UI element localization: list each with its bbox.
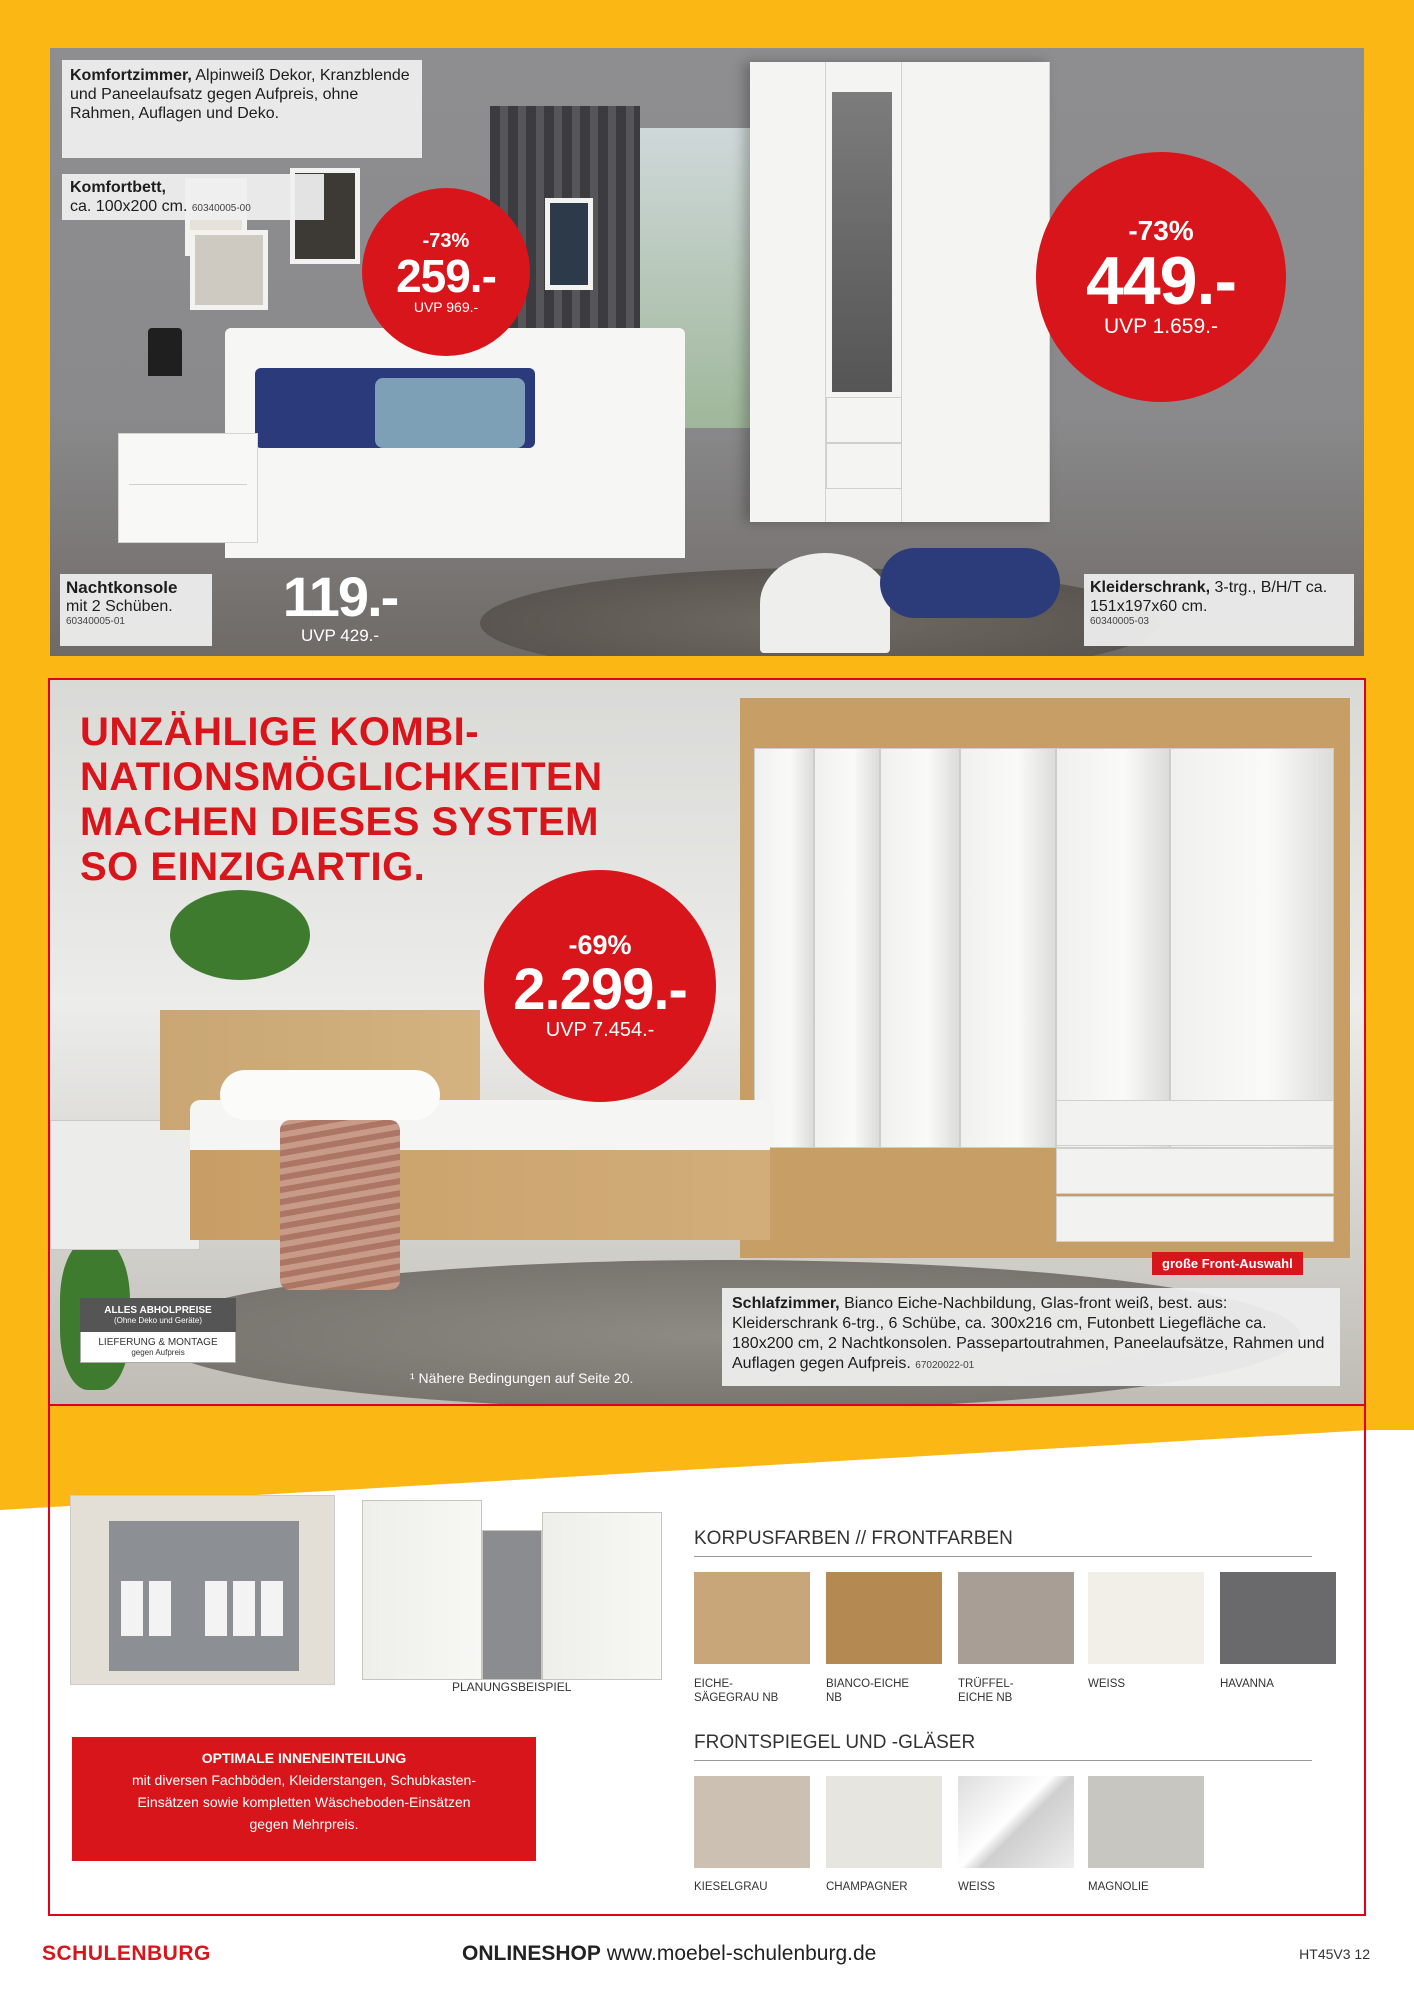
schlafzimmer-photo [48, 678, 1366, 1406]
side-table [760, 553, 890, 653]
swatch-label: HAVANNA [1220, 1678, 1274, 1690]
pickup-badge-sub: (Ohne Deko und Geräte) [113, 1316, 203, 1325]
schlafzimmer-price-badge [484, 870, 716, 1102]
swatch-label: KIESELGRAU [694, 1881, 768, 1893]
schlafzimmer-text: Bianco Eiche-Nachbildung, Glas-front weiß, best. aus: Kleiderschrank 6-trg., 6 Schübe, ca. 300x216 cm, Futonbett Liegefläche ca. 180x200 cm, 2 Nachtkonsolen. Passepartoutrahmen, Paneelaufsätze, Rahmen und Auflagen gegen Aufpreis. [732, 1295, 1325, 1372]
wardrobe-image [750, 62, 1050, 522]
onlineshop-label: ONLINESHOP [462, 1942, 601, 1965]
schlafzimmer-info [722, 1288, 1340, 1386]
planning-example-label: PLANUNGSBEISPIEL [452, 1680, 572, 1694]
korpus-colors-title: KORPUSFARBEN // FRONTFARBEN [694, 1528, 1013, 1549]
delivery-badge [80, 1332, 236, 1363]
komfortzimmer-photo [50, 48, 1364, 656]
schlafzimmer-title: Schlafzimmer, [732, 1295, 840, 1312]
price-label: 449.- [1086, 243, 1236, 319]
discount-label: -73% [1128, 215, 1194, 246]
komfortbett-text: ca. 100x200 cm. [70, 198, 188, 215]
pickup-badge-label: ALLES ABHOLPREISE [104, 1305, 212, 1316]
nachtkonsole-price [270, 565, 410, 646]
interior-info-box [72, 1737, 536, 1861]
divider [694, 1556, 1312, 1557]
footnote: ¹ Nähere Bedingungen auf Seite 20. [410, 1370, 634, 1386]
plant [170, 890, 310, 980]
price-label: 119.- [282, 565, 398, 628]
uvp-label: UVP 969.- [413, 298, 479, 315]
discount-label: -69% [568, 930, 632, 960]
swatch-label: WEISS [958, 1881, 996, 1893]
page-code: HT45V3 12 [1299, 1946, 1370, 1962]
wall-picture [545, 198, 593, 290]
service-badges [80, 1298, 236, 1363]
komfortbett-info [62, 174, 324, 220]
futon-bed-image [160, 1010, 800, 1230]
color-swatch-bianco-eiche [826, 1572, 942, 1664]
interior-line: gegen Mehrpreis. [249, 1816, 359, 1832]
wardrobe-info [1084, 574, 1354, 646]
headline-line: MACHEN DIESES SYSTEM [80, 800, 599, 844]
front-selection-tag: große Front-Auswahl [1152, 1252, 1303, 1275]
wardrobe-article: 60340005-03 [1090, 616, 1149, 627]
headline-line: SO EINZIGARTIG. [80, 845, 426, 889]
interior-title: OPTIMALE INNENEINTEILUNG [201, 1750, 407, 1766]
komfortbett-title: Komfortbett, [70, 179, 166, 196]
wardrobe-text: 3-trg., B/H/T ca. 151x197x60 cm. [1090, 579, 1328, 615]
komfortzimmer-info [62, 60, 422, 158]
divider [694, 1760, 1312, 1761]
komfortbett-price-badge [362, 188, 530, 356]
planning-example-image [362, 1500, 662, 1685]
color-swatch-kieselgrau [694, 1776, 810, 1868]
nachtkonsole-title: Nachtkonsole [66, 578, 178, 597]
komfortbett-article: 60340005-00 [191, 203, 251, 214]
komfortzimmer-text: Alpinweiß Dekor, Kranzblende und Paneelaufsatz gegen Aufpreis, ohne Rahmen, Auflagen und Deko. [70, 67, 410, 122]
wardrobe-system-image [740, 698, 1350, 1258]
nachtkonsole-article: 60340005-01 [66, 616, 125, 627]
color-swatch-weiss-glass [958, 1776, 1074, 1868]
swatch-label: TRÜFFEL- EICHE NB [958, 1678, 1014, 1704]
swatch-label: MAGNOLIE [1088, 1881, 1149, 1893]
wardrobe-interior-image [70, 1495, 335, 1685]
color-swatch-eiche-saegegrau [694, 1572, 810, 1664]
system-headline [80, 710, 640, 890]
headline-line: UNZÄHLIGE KOMBI- [80, 710, 480, 754]
interior-line: mit diversen Fachböden, Kleiderstangen, Schubkasten- [132, 1772, 476, 1788]
bed-image [225, 328, 685, 558]
headline-line: NATIONSMÖGLICHKEITEN [80, 755, 603, 799]
komfortzimmer-title: Komfortzimmer, [70, 67, 192, 84]
schlafzimmer-article: 67020022-01 [915, 1360, 975, 1371]
swatch-label: CHAMPAGNER [826, 1881, 908, 1893]
brand-logo: SCHULENBURG [42, 1942, 211, 1965]
swatch-label: EICHE- SÄGEGRAU NB [694, 1678, 779, 1704]
nachtkonsole-info [60, 574, 212, 646]
color-swatch-magnolie [1088, 1776, 1204, 1868]
uvp-label: UVP 429.- [300, 626, 380, 645]
color-swatch-trueffel-eiche [958, 1572, 1074, 1664]
delivery-badge-sub: gegen Aufpreis [131, 1348, 185, 1357]
glass-colors-title: FRONTSPIEGEL UND -GLÄSER [694, 1732, 976, 1753]
discount-label: -73% [422, 229, 470, 252]
uvp-label: UVP 1.659.- [1103, 315, 1218, 338]
color-swatch-champagner [826, 1776, 942, 1868]
nightstand-image [118, 433, 258, 543]
price-label: 259.- [396, 249, 496, 302]
wardrobe-price-badge [1036, 152, 1286, 402]
wardrobe-title: Kleiderschrank, [1090, 579, 1211, 596]
delivery-badge-label: LIEFERUNG & MONTAGE [98, 1337, 218, 1348]
floor-cushion [880, 548, 1060, 618]
pickup-badge [80, 1298, 236, 1332]
onlineshop-link[interactable]: www.moebel-schulenburg.de [606, 1942, 877, 1965]
color-swatch-weiss [1088, 1572, 1204, 1664]
color-swatch-havanna [1220, 1572, 1336, 1664]
price-label: 2.299.- [513, 957, 687, 1022]
nachtkonsole-text: mit 2 Schüben. [66, 598, 173, 615]
swatch-label: WEISS [1088, 1678, 1126, 1690]
lamp [148, 328, 182, 376]
swatch-label: BIANCO-EICHE NB [826, 1678, 910, 1704]
wall-picture [190, 230, 268, 310]
uvp-label: UVP 7.454.- [545, 1019, 655, 1041]
interior-line: Einsätzen sowie kompletten Wäscheboden-Einsätzen [137, 1794, 471, 1810]
onlineshop-info [462, 1942, 876, 1966]
